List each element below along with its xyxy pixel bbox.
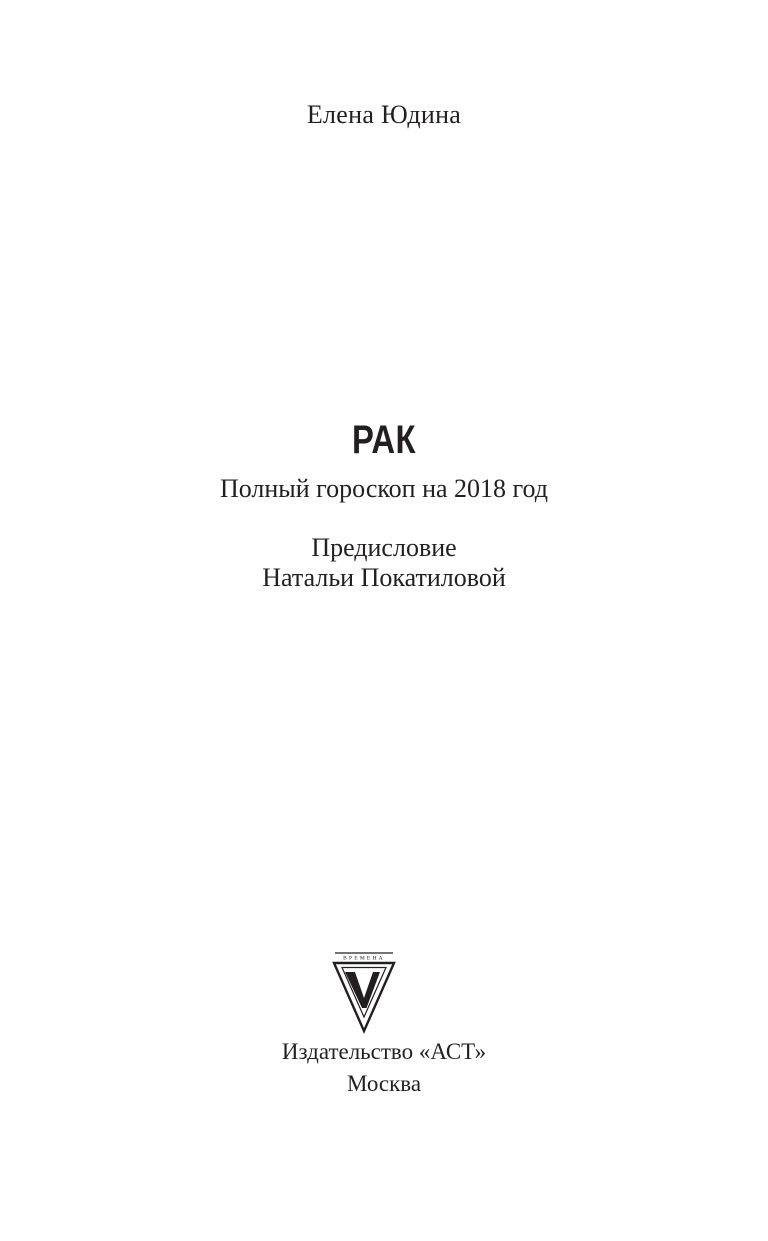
- vremena-logo-icon: [331, 950, 397, 1034]
- logo-text: ВРЕМЕНА: [343, 955, 385, 962]
- book-title: РАК: [352, 418, 416, 462]
- foreword-line-2: Натальи Покатиловой: [262, 563, 506, 592]
- book-subtitle: Полный гороскоп на 2018 год: [219, 474, 549, 503]
- publisher-city: Москва: [346, 1071, 422, 1096]
- foreword-line-1: Предисловие: [311, 533, 457, 562]
- author-name: Елена Юдина: [306, 100, 462, 129]
- publisher-name: Издательство «АСТ»: [281, 1039, 487, 1064]
